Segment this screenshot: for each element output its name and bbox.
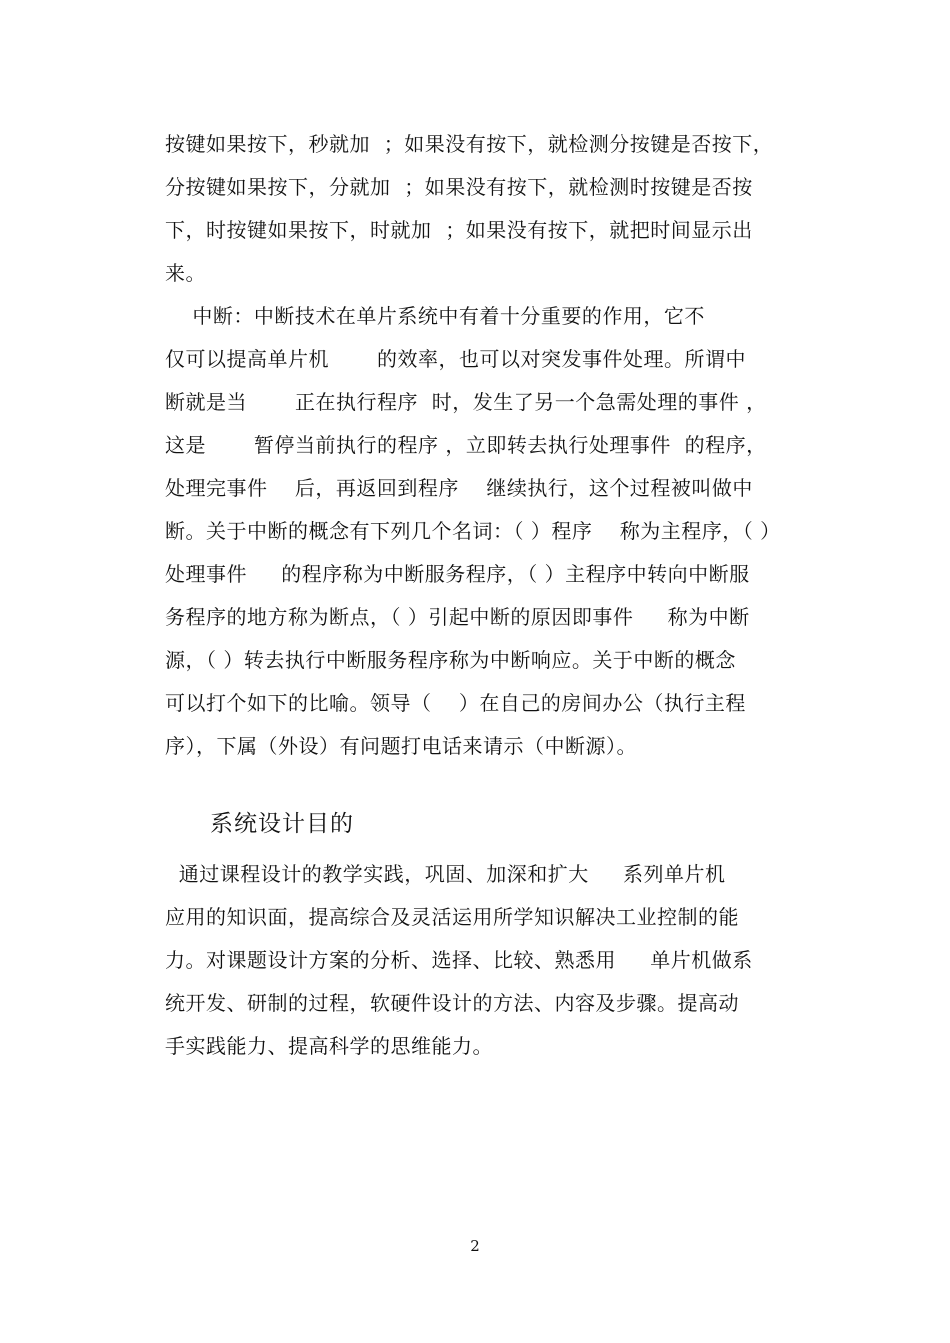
paragraph-2-line: 处理完事件 后，再返回到程序 继续执行，这个过程被叫做中	[165, 476, 753, 500]
paragraph-3-line: 手实践能力、提高科学的思维能力。	[165, 1034, 493, 1058]
paragraph-2-line: 序），下属（外设）有问题打电话来请示（中断源）。	[165, 734, 637, 758]
paragraph-1-line: 按键如果按下，秒就加 ；如果没有按下，就检测分按键是否按下，	[165, 132, 774, 156]
paragraph-2-line: 断。关于中断的概念有下列几个名词：（ ）程序 称为主程序，（ ）	[165, 519, 781, 543]
paragraph-3-line: 通过课程设计的教学实践，巩固、加深和扩大 系列单片机	[165, 862, 726, 886]
paragraph-1-line: 来。	[165, 261, 206, 285]
paragraph-2-line: 这是 暂停当前执行的程序 ，立即转去执行处理事件 的程序，	[165, 433, 767, 457]
page-number: 2	[470, 1237, 480, 1255]
paragraph-2-line: 处理事件 的程序称为中断服务程序，（ ）主程序中转向中断服	[165, 562, 750, 586]
paragraph-2-line: 源，（ ）转去执行中断服务程序称为中断响应。关于中断的概念	[165, 648, 736, 672]
paragraph-3-line: 力。对课题设计方案的分析、选择、比较、熟悉用 单片机做系	[165, 948, 753, 972]
paragraph-3-line: 统开发、研制的过程，软硬件设计的方法、内容及步骤。提高动	[165, 991, 739, 1015]
paragraph-2-line: 仅可以提高单片机 的效率，也可以对突发事件处理。所谓中	[165, 347, 747, 371]
paragraph-1-line: 下，时按键如果按下，时就加 ；如果没有按下，就把时间显示出	[165, 218, 753, 242]
paragraph-2-line: 务程序的地方称为断点，（ ）引起中断的原因即事件 称为中断	[165, 605, 750, 629]
section-heading: 系统设计目的	[210, 811, 354, 837]
paragraph-2-line: 中断：中断技术在单片系统中有着十分重要的作用，它不	[165, 304, 705, 328]
paragraph-3-line: 应用的知识面，提高综合及灵活运用所学知识解决工业控制的能	[165, 905, 739, 929]
paragraph-2-line: 断就是当 正在执行程序 时，发生了另一个急需处理的事件 ，	[165, 390, 767, 414]
paragraph-2-line: 可以打个如下的比喻。领导（ ）在自己的房间办公（执行主程	[165, 691, 746, 715]
paragraph-1-line: 分按键如果按下，分就加 ；如果没有按下，就检测时按键是否按	[165, 175, 753, 199]
